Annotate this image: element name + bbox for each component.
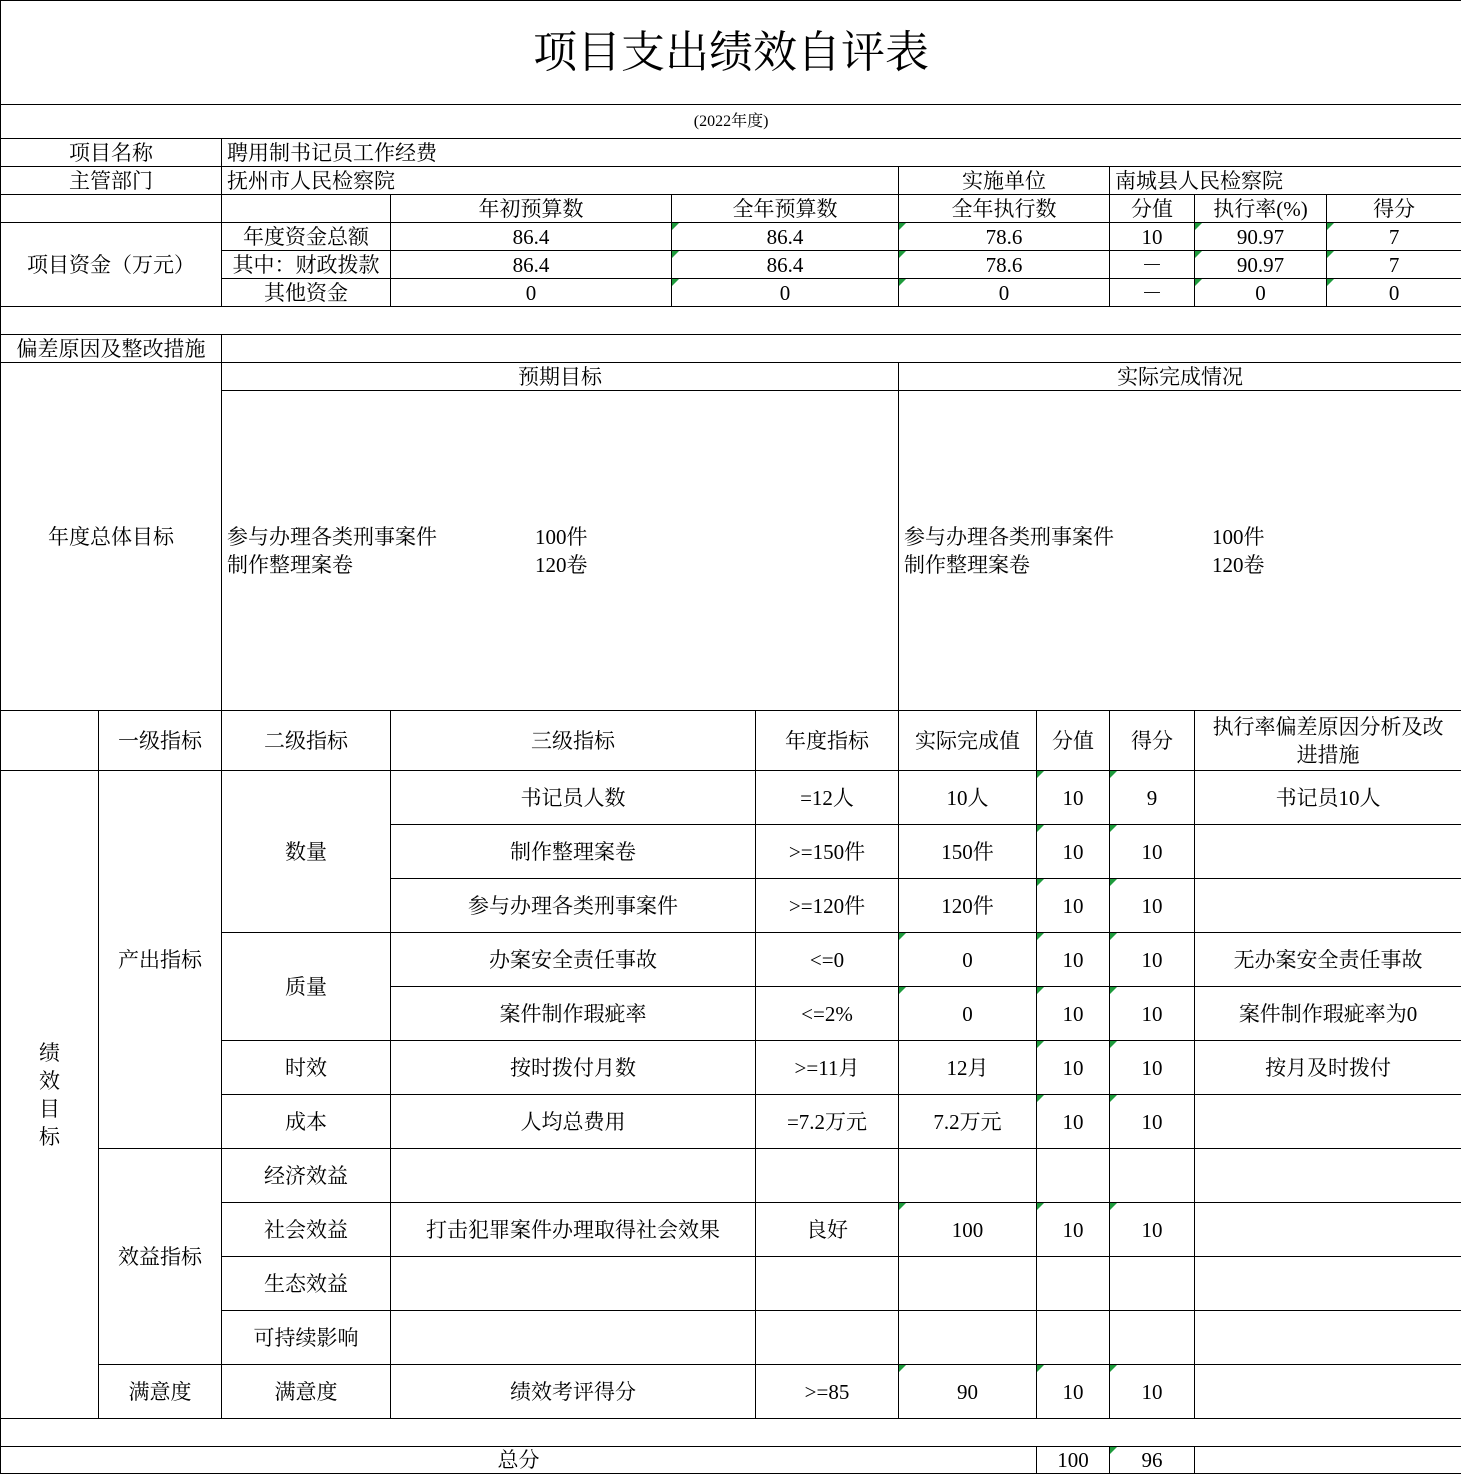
funds-executed: 78.6 (899, 223, 1110, 251)
funds-executed: 0 (899, 279, 1110, 307)
project-name-row (1, 139, 1461, 167)
annual-goal-header-row (1, 363, 1461, 391)
indicator-note: 案件制作瑕疵率为0 (1195, 987, 1461, 1041)
indicator-name: 人均总费用 (391, 1095, 756, 1149)
indicator-row (1, 1149, 1461, 1203)
funds-weight: － (1110, 251, 1195, 279)
indicator-score: 10 (1110, 1365, 1195, 1419)
funds-label: 项目资金（万元） (1, 223, 222, 307)
goal-quantity: 120卷 (535, 552, 588, 577)
funds-rate: 90.97 (1195, 251, 1327, 279)
indicator-group-label (1, 771, 99, 1419)
indicator-actual (899, 1257, 1037, 1311)
indicator-name: 打击犯罪案件办理取得社会效果 (391, 1203, 756, 1257)
project-name-label: 项目名称 (1, 139, 222, 167)
indicator-note (1195, 879, 1461, 933)
goal-line (904, 551, 1461, 579)
level2-quality: 质量 (222, 933, 391, 1041)
indicator-actual: 150件 (899, 825, 1037, 879)
indicator-note (1195, 1311, 1461, 1365)
goal-quantity: 100件 (1212, 524, 1265, 549)
project-name-value: 聘用制书记员工作经费 (222, 139, 1461, 167)
indicator-target: <=2% (756, 987, 899, 1041)
indicator-note: 书记员10人 (1195, 771, 1461, 825)
indicator-score: 10 (1110, 1095, 1195, 1149)
indicator-score: 10 (1110, 879, 1195, 933)
indicator-target: >=85 (756, 1365, 899, 1419)
funds-row-name: 其中：财政拨款 (222, 251, 391, 279)
indicator-target: =12人 (756, 771, 899, 825)
goal-line (904, 523, 1461, 551)
funds-row-name: 其他资金 (222, 279, 391, 307)
indicator-target (756, 1149, 899, 1203)
goal-item: 制作整理案卷 (227, 552, 353, 577)
level1-output: 产出指标 (99, 771, 222, 1149)
indicator-actual: 120件 (899, 879, 1037, 933)
header-level3: 三级指标 (391, 711, 756, 771)
empty-cell (1, 1419, 1461, 1447)
indicator-score (1110, 1311, 1195, 1365)
indicator-target: =7.2万元 (756, 1095, 899, 1149)
indicator-weight: 10 (1037, 1365, 1110, 1419)
fiscal-year: (2022年度) (1, 105, 1461, 139)
indicator-name: 书记员人数 (391, 771, 756, 825)
total-row (1, 1447, 1461, 1474)
indicator-name: 办案安全责任事故 (391, 933, 756, 987)
header-level1: 一级指标 (99, 711, 222, 771)
form-title: 项目支出绩效自评表 (1, 1, 1461, 105)
funds-header-rate: 执行率(%) (1195, 195, 1327, 223)
indicator-note (1195, 1257, 1461, 1311)
indicator-score: 10 (1110, 1041, 1195, 1095)
indicator-weight: 10 (1037, 771, 1110, 825)
funds-executed: 78.6 (899, 251, 1110, 279)
indicator-score: 10 (1110, 933, 1195, 987)
header-level2: 二级指标 (222, 711, 391, 771)
indicator-actual: 10人 (899, 771, 1037, 825)
funds-annual-budget: 86.4 (672, 223, 899, 251)
indicator-actual: 12月 (899, 1041, 1037, 1095)
actual-completion-content (899, 391, 1461, 711)
indicator-weight: 10 (1037, 987, 1110, 1041)
indicator-note (1195, 1203, 1461, 1257)
level2-social: 社会效益 (222, 1203, 391, 1257)
indicator-weight (1037, 1257, 1110, 1311)
indicator-row (1, 1365, 1461, 1419)
indicator-actual: 90 (899, 1365, 1037, 1419)
indicator-name: 案件制作瑕疵率 (391, 987, 756, 1041)
funds-annual-budget: 86.4 (672, 251, 899, 279)
indicator-target: >=150件 (756, 825, 899, 879)
indicator-actual: 7.2万元 (899, 1095, 1037, 1149)
indicator-name: 绩效考评得分 (391, 1365, 756, 1419)
indicator-weight: 10 (1037, 1095, 1110, 1149)
expected-goal-content (222, 391, 899, 711)
spacer-row (1, 1419, 1461, 1447)
indicator-note: 无办案安全责任事故 (1195, 933, 1461, 987)
level2-satisfaction: 满意度 (222, 1365, 391, 1419)
funds-initial-budget: 0 (391, 279, 672, 307)
funds-header-annual-budget: 全年预算数 (672, 195, 899, 223)
funds-weight: 10 (1110, 223, 1195, 251)
level2-economic: 经济效益 (222, 1149, 391, 1203)
indicator-score: 10 (1110, 825, 1195, 879)
funds-rate: 90.97 (1195, 223, 1327, 251)
indicator-weight (1037, 1149, 1110, 1203)
indicator-actual: 0 (899, 987, 1037, 1041)
funds-score: 7 (1327, 251, 1461, 279)
total-label: 总分 (1, 1447, 1037, 1474)
header-target: 年度指标 (756, 711, 899, 771)
implementing-unit-label: 实施单位 (899, 167, 1110, 195)
indicator-actual: 100 (899, 1203, 1037, 1257)
funds-rate: 0 (1195, 279, 1327, 307)
level2-quantity: 数量 (222, 771, 391, 933)
department-value: 抚州市人民检察院 (222, 167, 899, 195)
level1-satisfaction: 满意度 (99, 1365, 222, 1419)
funds-header-initial-budget: 年初预算数 (391, 195, 672, 223)
actual-completion-header: 实际完成情况 (899, 363, 1461, 391)
funds-header-score: 得分 (1327, 195, 1461, 223)
indicator-actual: 0 (899, 933, 1037, 987)
goal-item: 参与办理各类刑事案件 (904, 524, 1114, 549)
indicator-weight (1037, 1311, 1110, 1365)
indicator-weight: 10 (1037, 825, 1110, 879)
indicator-weight: 10 (1037, 1203, 1110, 1257)
title-row (1, 1, 1461, 105)
spacer-row (1, 307, 1461, 335)
funds-annual-budget: 0 (672, 279, 899, 307)
empty-cell (1, 307, 1461, 335)
indicator-name (391, 1149, 756, 1203)
expected-goal-header: 预期目标 (222, 363, 899, 391)
indicator-name (391, 1257, 756, 1311)
goal-quantity: 100件 (535, 524, 588, 549)
header-note: 执行率偏差原因分析及改进措施 (1195, 711, 1461, 771)
indicator-name: 按时拨付月数 (391, 1041, 756, 1095)
funds-weight: － (1110, 279, 1195, 307)
indicator-target: <=0 (756, 933, 899, 987)
goal-line (227, 551, 898, 579)
indicator-target (756, 1311, 899, 1365)
goal-line (227, 523, 898, 551)
indicator-weight: 10 (1037, 879, 1110, 933)
indicator-actual (899, 1149, 1037, 1203)
indicator-note (1195, 1095, 1461, 1149)
deviation-value (222, 335, 1461, 363)
indicator-name: 参与办理各类刑事案件 (391, 879, 756, 933)
level2-timeliness: 时效 (222, 1041, 391, 1095)
indicator-row (1, 771, 1461, 825)
indicator-note (1195, 1365, 1461, 1419)
funds-score: 7 (1327, 223, 1461, 251)
indicator-weight: 10 (1037, 933, 1110, 987)
header-actual: 实际完成值 (899, 711, 1037, 771)
department-row (1, 167, 1461, 195)
indicator-target (756, 1257, 899, 1311)
indicator-header-row (1, 711, 1461, 771)
indicator-target: 良好 (756, 1203, 899, 1257)
indicator-target: >=11月 (756, 1041, 899, 1095)
group-label-text: 绩效目标 (39, 1040, 60, 1149)
empty-cell (1, 195, 222, 223)
implementing-unit-value: 南城县人民检察院 (1110, 167, 1461, 195)
indicator-weight: 10 (1037, 1041, 1110, 1095)
annual-goal-label: 年度总体目标 (1, 363, 222, 711)
goal-quantity: 120卷 (1212, 552, 1265, 577)
funds-header-executed: 全年执行数 (899, 195, 1110, 223)
level2-sustainability: 可持续影响 (222, 1311, 391, 1365)
indicator-note (1195, 1149, 1461, 1203)
indicator-name (391, 1311, 756, 1365)
indicator-actual (899, 1311, 1037, 1365)
header-weight: 分值 (1037, 711, 1110, 771)
department-label: 主管部门 (1, 167, 222, 195)
indicator-note (1195, 825, 1461, 879)
indicator-score: 10 (1110, 1203, 1195, 1257)
deviation-label: 偏差原因及整改措施 (1, 335, 222, 363)
empty-cell (1, 711, 99, 771)
funds-score: 0 (1327, 279, 1461, 307)
total-score: 96 (1110, 1447, 1195, 1474)
header-score: 得分 (1110, 711, 1195, 771)
goal-item: 制作整理案卷 (904, 552, 1030, 577)
indicator-score: 9 (1110, 771, 1195, 825)
funds-initial-budget: 86.4 (391, 251, 672, 279)
indicator-note: 按月及时拨付 (1195, 1041, 1461, 1095)
total-weight: 100 (1037, 1447, 1110, 1474)
indicator-name: 制作整理案卷 (391, 825, 756, 879)
indicator-score (1110, 1149, 1195, 1203)
funds-header-row (1, 195, 1461, 223)
funds-row-name: 年度资金总额 (222, 223, 391, 251)
funds-initial-budget: 86.4 (391, 223, 672, 251)
level2-cost: 成本 (222, 1095, 391, 1149)
fiscal-year-row (1, 105, 1461, 139)
empty-cell (1195, 1447, 1461, 1474)
level2-ecological: 生态效益 (222, 1257, 391, 1311)
funds-row (1, 223, 1461, 251)
level1-benefit: 效益指标 (99, 1149, 222, 1365)
funds-header-weight: 分值 (1110, 195, 1195, 223)
indicator-score: 10 (1110, 987, 1195, 1041)
empty-cell (222, 195, 391, 223)
indicator-score (1110, 1257, 1195, 1311)
deviation-row (1, 335, 1461, 363)
indicator-target: >=120件 (756, 879, 899, 933)
goal-item: 参与办理各类刑事案件 (227, 524, 437, 549)
